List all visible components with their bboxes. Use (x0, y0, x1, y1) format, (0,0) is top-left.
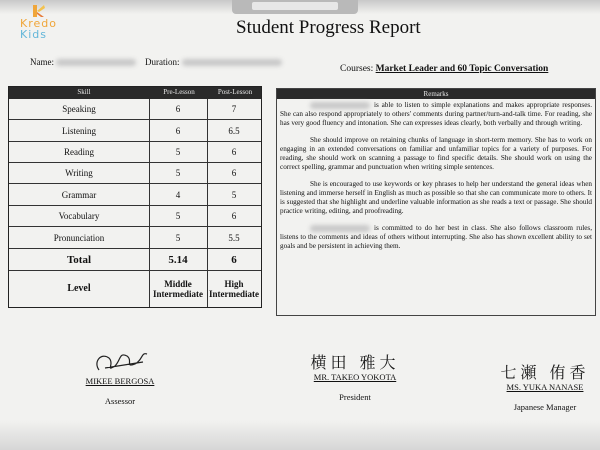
bottom-shadow (0, 420, 600, 450)
post-score-cell: 7 (231, 104, 237, 114)
student-name-line (30, 57, 136, 67)
remarks-paragraph: She should improve on retaining chunks of language in short-term memory. She has to work on engaging in an extended conversations on familiar and unfamiliar topics for a variety of purposes. For reading, she should work on scanning a passage to find specific details. She should work on using the correct spelling, grammar and punctuation when writing simple sentences. (280, 136, 592, 171)
hanko-signature-icon: 七瀬 侑香 (500, 363, 590, 382)
skill-cell: Vocabulary (58, 211, 100, 221)
pre-score-cell: 6 (175, 104, 181, 114)
pre-score-cell: 6 (175, 125, 181, 136)
table-row (9, 120, 261, 142)
manager-signature-block (490, 360, 600, 412)
header-skill: Skill (77, 88, 91, 96)
remarks-paragraph: is committed to do her best in class. She also follows classroom rules, listens to the comments and ideas of others without interrupting. She also has shown excellent ability to set goals and be persistent in achieving them. (280, 224, 592, 250)
skill-cell: Grammar (61, 189, 97, 200)
remarks-body (277, 99, 595, 251)
skill-cell: Reading (64, 147, 94, 157)
kredo-kids-logo (20, 4, 80, 46)
redacted-duration (182, 59, 282, 66)
level-pre: Middle Intermediate (153, 279, 203, 299)
courses-line (340, 64, 548, 74)
total-row (9, 249, 261, 271)
header-pre-lesson: Pre-Lesson (163, 88, 195, 96)
courses-value: Market Leader and 60 Topic Conversation (375, 64, 549, 74)
hanko-signature-icon: 横田 雅大 (310, 353, 400, 372)
duration-label: Duration: (145, 57, 180, 67)
courses-label: Courses: (340, 64, 374, 74)
redacted-name (56, 59, 136, 66)
president-signature-block (290, 350, 420, 402)
post-score-cell: 5.5 (228, 232, 240, 243)
redacted-student-name (310, 225, 370, 232)
table-row (9, 206, 261, 227)
table-row (9, 184, 261, 206)
remarks-header: Remarks (277, 89, 595, 99)
redacted-student-name (310, 102, 370, 109)
post-score-cell: 5 (231, 189, 237, 200)
logo-text (20, 18, 57, 40)
logo-mark-icon (32, 4, 46, 18)
table-row (9, 142, 261, 163)
signatory-role: Assessor (104, 396, 136, 406)
post-score-cell: 6.5 (228, 125, 240, 136)
table-row (9, 163, 261, 184)
pre-score-cell: 5 (175, 232, 181, 243)
skill-cell: Pronunciation (53, 232, 105, 243)
table-row (9, 227, 261, 249)
signatory-name: MIKEE BERGOSA (85, 376, 155, 386)
pre-score-cell: 4 (175, 189, 181, 200)
total-pre-score: 5.14 (168, 253, 188, 266)
header-post-lesson: Post-Lesson (217, 88, 253, 96)
binder-clip (232, 0, 358, 14)
signatory-role: Japanese Manager (513, 402, 577, 412)
pre-score-cell: 5 (175, 147, 181, 157)
skill-cell: Listening (62, 125, 96, 136)
post-score-cell: 6 (231, 147, 237, 157)
signatory-role: President (339, 392, 371, 402)
pre-score-cell: 5 (175, 211, 181, 221)
level-post: High Intermediate (209, 279, 259, 299)
skills-table (8, 86, 262, 308)
pre-score-cell: 5 (175, 168, 181, 178)
post-score-cell: 6 (231, 211, 237, 221)
signatory-name: MR. TAKEO YOKOTA (313, 372, 397, 382)
remarks-paragraph: She is encouraged to use keywords or key phrases to help her understand the general ideas when listening and immerse herself in English as much as possible so that she can communicate more to others. It is suggested that she highlight and underline valuable information as she reads a text or passage. She should practice writing, editing, and proofreading. (280, 180, 592, 215)
page-title: Student Progress Report (236, 17, 421, 38)
total-post-score: 6 (231, 253, 237, 266)
assessor-signature-block (70, 346, 170, 406)
duration-line (145, 57, 282, 67)
remarks-paragraph: is able to listen to simple explanations and makes appropriate responses. She can also respond appropriately to others' comments during partner/turn-and-talk time. For reading, she has very good fluency and intonation. She can expresses ideas clearly, both verbally and through writing. (280, 101, 592, 127)
post-score-cell: 6 (231, 168, 237, 178)
skill-cell: Speaking (62, 104, 96, 114)
logo-line-2: Kids (20, 28, 47, 41)
remarks-box (276, 88, 596, 316)
signatory-name: MS. YUKA NANASE (506, 382, 584, 392)
name-label: Name: (30, 57, 54, 67)
table-header (9, 87, 261, 99)
handwritten-signature-icon (85, 346, 155, 376)
level-label: Level (67, 283, 91, 294)
total-label: Total (66, 253, 92, 266)
logo-line-1: Kredo (20, 17, 57, 30)
skill-cell: Writing (65, 168, 93, 178)
level-row (9, 271, 261, 307)
table-row (9, 99, 261, 120)
